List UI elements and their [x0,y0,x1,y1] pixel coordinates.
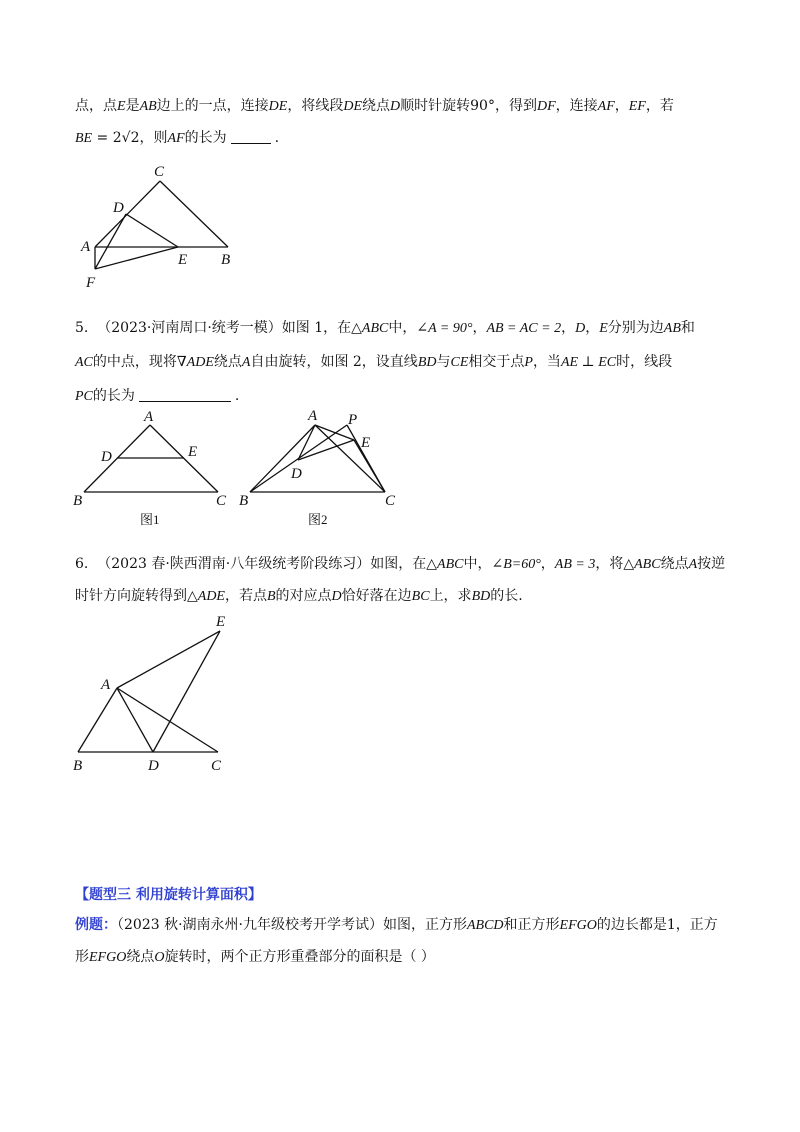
text: ， [561,320,576,336]
label-E: E [216,614,226,630]
question-number: 6. [75,556,89,572]
math: ABCD [466,918,504,933]
fig1-label-C: C [216,493,227,509]
math: 90° [470,98,495,114]
text: 形 [75,949,89,965]
math: △ABC [351,321,389,336]
fig1-caption: 图1 [140,512,160,527]
math: BC [411,589,430,604]
text: 的边长都是 [596,917,667,933]
text: 如图，在 [370,556,427,572]
text: 的长为 [92,388,135,404]
math: E [599,321,608,336]
text: ，当 [532,354,561,370]
math: DE [268,99,288,114]
math: AE ⊥ EC [560,355,617,370]
fig1-label-E: E [188,444,198,460]
text: ，正方 [675,917,718,933]
math: = 2√2 [92,130,140,146]
math: D [575,321,586,336]
math: AF [597,99,615,114]
fig2-label-E: E [361,435,371,451]
fig2-label-B: B [239,493,249,509]
math: O [154,950,165,965]
math: △ADE [187,589,225,604]
fig2-label-D: D [291,466,302,482]
text: ， [472,320,487,336]
math: CE [450,355,469,370]
text: 自由旋转，如图 2，设直线 [250,354,418,370]
text: 和正方形 [503,917,560,933]
fig2-label-A: A [308,408,318,424]
label-B: B [221,252,231,268]
text: 时，线段 [616,354,673,370]
text: 如图 1，在 [281,320,352,336]
math: EFGO [89,950,127,965]
math: AB = 3 [554,557,596,572]
text: 按逆 [697,556,726,572]
segment-AB [78,688,117,752]
math: D [331,589,342,604]
math: DE [343,99,363,114]
math: BD [417,355,437,370]
text: ，则 [139,130,168,146]
label-E: E [178,252,188,268]
label-C: C [211,758,222,774]
math: AB [139,99,157,114]
math: BD [471,589,491,604]
text: ，若点 [224,588,267,604]
fig1-label-D: D [101,449,112,465]
example-label: 例题： [75,917,117,933]
text: ， [540,556,555,572]
label-C: C [154,164,165,180]
text: 绕点 [362,98,391,114]
text: 中， [463,556,492,572]
math: PC [75,389,93,404]
text: 上，求 [429,588,472,604]
text: 相交于点 [468,354,525,370]
label-A: A [101,677,111,693]
text: ， [585,320,600,336]
text: ，将 [595,556,624,572]
text: ， [614,98,629,114]
example-text-line-2 [75,947,435,968]
text: 和 [680,320,695,336]
math: A [241,355,251,370]
text: 顺时针旋转 [400,98,471,114]
text: 是 [125,98,140,114]
source: （2023 春·陕西渭南·八年级统考阶段练习） [97,556,371,572]
math: △ABC [623,557,661,572]
math: AB = AC = 2 [486,321,562,336]
text: 点，点 [75,98,117,114]
text: . [274,130,280,146]
text: 恰好落在边 [341,588,412,604]
label-A: A [81,239,91,255]
text: 的长. [490,588,523,604]
segment-AD [117,688,153,752]
math: P [524,355,533,370]
label-D: D [113,200,124,216]
math: AC [75,355,93,370]
text: 绕点 [213,354,242,370]
section-title: 【题型三 利用旋转计算面积】 [75,887,262,903]
fig2-label-C: C [385,493,396,509]
text: ，将线段 [287,98,344,114]
math: 1 [666,917,676,933]
math: DF [536,99,556,114]
math: D [390,99,401,114]
text: 中， [388,320,417,336]
fig1-label-B: B [73,493,83,509]
text: ，连接 [555,98,598,114]
math: ∠A = 90° [416,321,473,336]
text: 的长为 [184,130,227,146]
text: 与 [436,354,451,370]
segment-AC [117,688,218,752]
text: 分别为边 [607,320,664,336]
source: （2023 秋·湖南永州·九年级校考开学考试） [117,917,383,933]
math: AF [167,131,185,146]
math: A [688,557,698,572]
fig2-caption: 图2 [308,512,328,527]
text: 的对应点 [275,588,332,604]
label-B: B [73,758,83,774]
math: EFGO [559,918,597,933]
math: ∠B=60° [491,557,541,572]
text: 的中点，现将 [92,354,177,370]
math: EF [628,99,646,114]
math: BE [75,131,93,146]
text: . [234,388,240,404]
fig1-label-A: A [144,409,154,425]
text: 边上的一点，连接 [156,98,269,114]
example-text-line-1 [75,915,718,936]
text: 绕点 [660,556,689,572]
math: △ABC [426,557,464,572]
text: 如图，正方形 [382,917,467,933]
text: 时针方向旋转得到 [75,588,187,604]
question-number: 5. [75,320,89,336]
math: AB [663,321,681,336]
label-D: D [148,758,159,774]
math: ∇ADE [176,355,214,370]
math: B [266,589,276,604]
math: E [117,99,126,114]
text: ，若 [645,98,674,114]
fig2-label-P: P [348,412,358,428]
text: 绕点 [126,949,155,965]
source: （2023·河南周口·统考一模） [97,320,282,336]
text: ，得到 [494,98,537,114]
text: 旋转时，两个正方形重叠部分的面积是（ ） [164,949,435,965]
label-F: F [86,275,96,291]
